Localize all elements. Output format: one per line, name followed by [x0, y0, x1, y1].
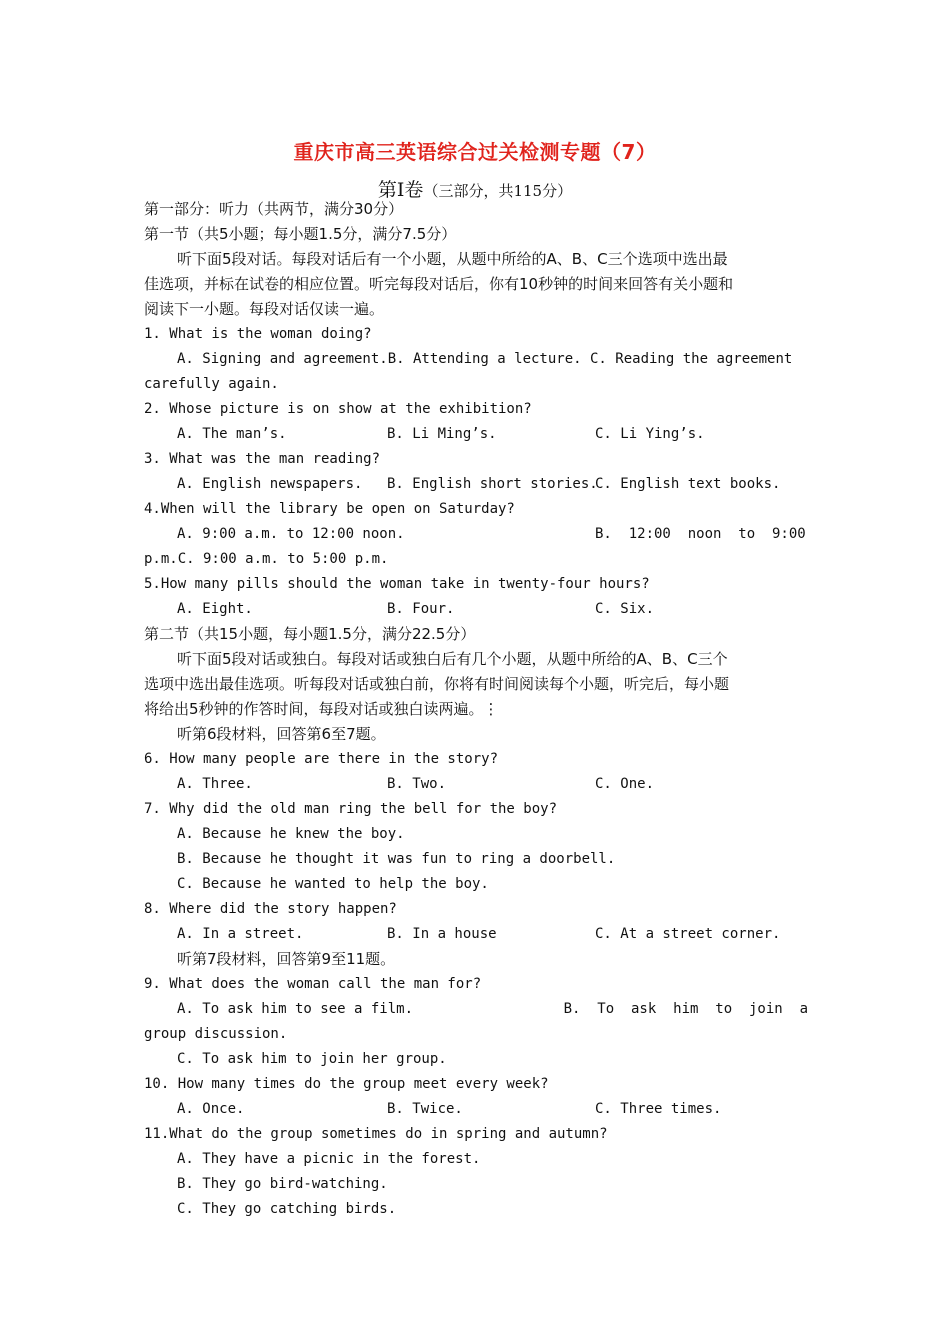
- option-c: C. One.: [595, 776, 655, 792]
- question-6-options: [144, 772, 808, 797]
- section1-heading: 第一节（共5小题；每小题1.5分，满分7.5分）: [144, 225, 457, 243]
- question-9-options-cont: group discussion.: [144, 1026, 288, 1042]
- option-c: C. Three times.: [595, 1101, 722, 1117]
- question-11-option-b: B. They go bird-watching.: [177, 1176, 388, 1192]
- document-body: [144, 197, 808, 1222]
- question-1-options: A. Signing and agreement.B. Attending a lecture. C. Reading the agreement: [177, 351, 793, 367]
- question-3-stem: 3. What was the man reading?: [144, 451, 381, 467]
- section2-heading: 第二节（共15小题，每小题1.5分，满分22.5分）: [144, 625, 476, 643]
- option-b: B. In a house: [387, 926, 497, 942]
- question-11-stem: 11.What do the group sometimes do in spring and autumn?: [144, 1126, 608, 1142]
- option-a: A. Eight.: [177, 601, 253, 617]
- section1-instruction-1: 听下面5段对话。每段对话后有一个小题，从题中所给的A、B、C三个选项中选出最: [177, 250, 728, 268]
- question-7-option-b: B. Because he thought it was fun to ring a doorbell.: [177, 851, 616, 867]
- section1-instruction-2: 佳选项，并标在试卷的相应位置。听完每段对话后，你有10秒钟的时间来回答有关小题和: [144, 275, 734, 293]
- question-11-option-a: A. They have a picnic in the forest.: [177, 1151, 481, 1167]
- question-7-option-c: C. Because he wanted to help the boy.: [177, 876, 489, 892]
- option-a: A. 9:00 a.m. to 12:00 noon.: [177, 526, 405, 542]
- question-9-option-c: C. To ask him to join her group.: [177, 1051, 447, 1067]
- option-b: B. To ask him to join a: [563, 1001, 808, 1017]
- part1-heading: 第一部分：听力（共两节，满分30分）: [144, 200, 404, 218]
- question-2-stem: 2. Whose picture is on show at the exhibition?: [144, 401, 532, 417]
- section2-instruction-3: 将给出5秒钟的作答时间，每段对话或独白读两遍。⋮: [144, 700, 499, 718]
- option-a: A. In a street.: [177, 926, 304, 942]
- section1-instruction-3: 阅读下一小题。每段对话仅读一遍。: [144, 300, 385, 318]
- material-7-heading: 听第7段材料，回答第9至11题。: [177, 950, 396, 968]
- question-3-options: [144, 472, 808, 497]
- volume-sub: （三部分，共115分）: [423, 182, 573, 200]
- question-4-options: [144, 522, 808, 547]
- option-b: B. Two.: [387, 776, 447, 792]
- section2-instruction-2: 选项中选出最佳选项。听每段对话或独白前，你将有时间阅读每个小题，听完后，每小题: [144, 675, 730, 693]
- question-4-options-cont: p.m.C. 9:00 a.m. to 5:00 p.m.: [144, 551, 389, 567]
- question-5-stem: 5.How many pills should the woman take in twenty-four hours?: [144, 576, 650, 592]
- option-c: C. English text books.: [595, 476, 781, 492]
- question-9-stem: 9. What does the woman call the man for?: [144, 976, 482, 992]
- option-b: B. Twice.: [387, 1101, 463, 1117]
- option-b: B. 12:00 noon to 9:00: [595, 526, 806, 542]
- option-b: B. Four.: [387, 601, 455, 617]
- option-a: A. To ask him to see a film.: [177, 1001, 414, 1017]
- document-title: 重庆市高三英语综合过关检测专题（7）: [293, 140, 657, 164]
- question-9-options: [144, 997, 808, 1022]
- volume-main: 第Ⅰ卷: [377, 179, 424, 201]
- option-a: A. The man’s.: [177, 426, 287, 442]
- question-4-stem: 4.When will the library be open on Saturday?: [144, 501, 515, 517]
- question-1-options-cont: carefully again.: [144, 376, 279, 392]
- question-7-option-a: A. Because he knew the boy.: [177, 826, 405, 842]
- question-1-stem: 1. What is the woman doing?: [144, 326, 372, 342]
- question-8-stem: 8. Where did the story happen?: [144, 901, 397, 917]
- question-10-stem: 10. How many times do the group meet every week?: [144, 1076, 549, 1092]
- question-10-options: [144, 1097, 808, 1122]
- question-6-stem: 6. How many people are there in the story?: [144, 751, 499, 767]
- section2-instruction-1: 听下面5段对话或独白。每段对话或独白后有几个小题，从题中所给的A、B、C三个: [177, 650, 728, 668]
- question-5-options: [144, 597, 808, 622]
- option-c: C. Li Ying’s.: [595, 426, 705, 442]
- option-a: A. English newspapers.: [177, 476, 363, 492]
- option-a: A. Once.: [177, 1101, 245, 1117]
- option-c: C. At a street corner.: [595, 926, 781, 942]
- option-a: A. Three.: [177, 776, 253, 792]
- material-6-heading: 听第6段材料，回答第6至7题。: [177, 725, 386, 743]
- question-11-option-c: C. They go catching birds.: [177, 1201, 397, 1217]
- option-b: B. English short stories.: [387, 476, 598, 492]
- question-7-stem: 7. Why did the old man ring the bell for the boy?: [144, 801, 558, 817]
- option-b: B. Li Ming’s.: [387, 426, 497, 442]
- question-2-options: [144, 422, 808, 447]
- option-c: C. Six.: [595, 601, 655, 617]
- question-8-options: [144, 922, 808, 947]
